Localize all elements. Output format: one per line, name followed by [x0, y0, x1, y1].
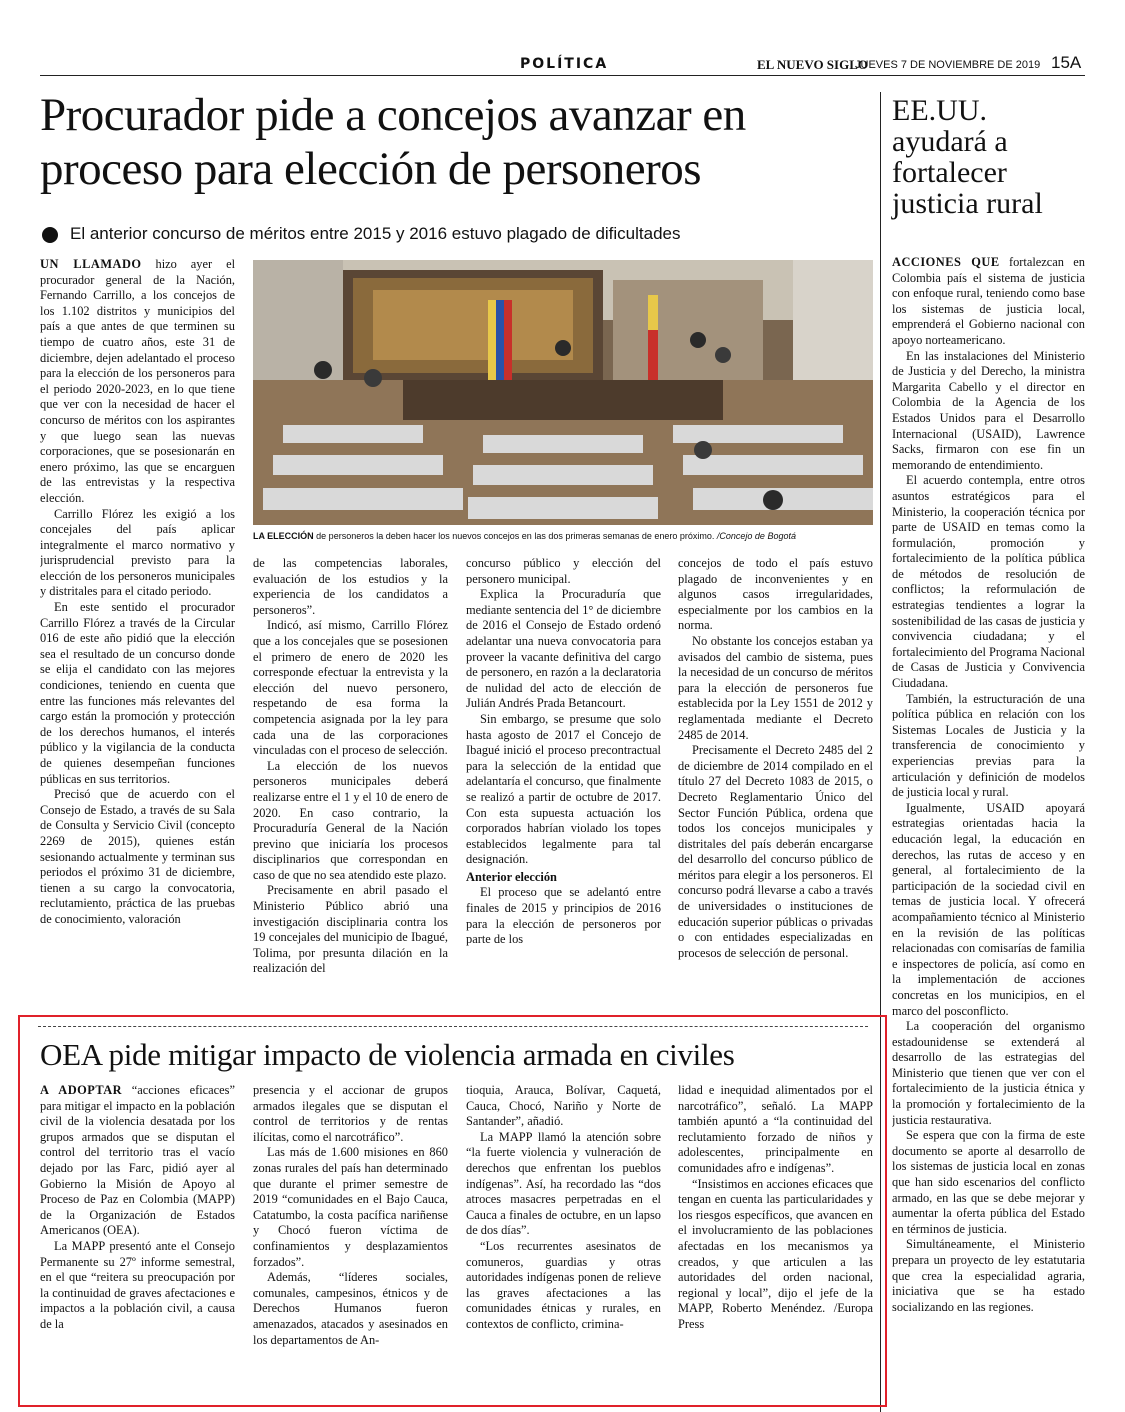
boxed-column-4	[678, 1083, 873, 1383]
subhead: Anterior elección	[466, 869, 557, 884]
newspaper-name: EL NUEVO SIGLO	[757, 57, 868, 72]
bullet-icon	[42, 227, 58, 243]
main-column-1	[40, 257, 235, 1007]
credit: /Europa Press	[678, 1301, 873, 1331]
header-rule	[40, 75, 1085, 76]
paragraph: presencia y el accionar de grupos armados ilegales que se disputan el control de territorios y de rentas ilícitas, como el narcotráfico”.	[253, 1083, 448, 1144]
issue-date: JUEVES 7 DE NOVIEMBRE DE 2019	[855, 59, 1041, 71]
paragraph: ACCIONES QUE fortalezcan en Colombia país el sistema de justicia con enfoque rural, teniendo como base los sistemas de justicia local, emprenderá el Gobierno nacional con apoyo norteamericano.	[892, 255, 1085, 347]
paragraph: Indicó, así mismo, Carrillo Flórez que a los concejales que se posesionen el primero de enero de 2020 les corresponde efectuar la entrevista y la elección del nuevo personero, respetando de esa forma la competencia asignada por la ley para cada una de las corporaciones vinculadas con el proceso de selección.	[253, 618, 448, 758]
lead-in: A ADOPTAR	[40, 1083, 123, 1097]
paragraph: Precisamente el Decreto 2485 del 2 de diciembre de 2014 compilado en el título 27 del Decreto 1083 de 2015, o Decreto Reglamentario Único del Sector Función Pública, ordena que todos los concejos municipales y distritales del país deberán encargarse del desarrollo del concurso público de méritos para elegir a los personeros. El concurso podrá llevarse a cabo a través de universidades o instituciones de educación superior públicas o privadas o con entidades especializadas en procesos de selección de personal.	[678, 743, 873, 960]
council-chamber-photo	[253, 260, 873, 525]
paragraph: No obstante los concejos estaban ya avisados del cambio de sistema, pues la necesidad de un concurso de méritos para la elección de personeros fue establecida por la Ley 1551 de 2012 y reglamentada mediante el Decreto 2485 de 2014.	[678, 633, 873, 742]
paragraph: En las instalaciones del Ministerio de Justicia y del Derecho, la ministra Margarita Cabello y el director en Colombia de la Agencia de los Estados Unidos para el Desarrollo Internacional (USAID), Lawrence Sacks, firmaron con ese fin un memorando de entendimiento.	[892, 348, 1085, 472]
paragraph: Sin embargo, se presume que solo hasta agosto de 2017 el Concejo de Ibagué inició el proceso precontractual para la selección de la entidad que adelantaría el concurso, que finalmente se realizó a partir de octubre de 2017. Con esta supuesta actuación los corporados habrían violado los topes establecidos legalmente para tal designación.	[466, 711, 661, 867]
boxed-headline: OEA pide mitigar impacto de violencia armada en civiles	[40, 1037, 735, 1072]
boxed-column-2	[253, 1083, 448, 1383]
paragraph: Explica la Procuraduría que mediante sentencia del 1° de diciembre de 2016 el Consejo de Estado ordenó adelantar una nueva convocatoria para proveer la vacante definitiva del cargo de personero, en razón a la declaratoria de nulidad del acto de elección de Julián Andrés Prada Betancourt.	[466, 587, 661, 711]
side-column	[892, 255, 1085, 1395]
page-number: 15A	[1051, 53, 1082, 72]
paragraph: Simultáneamente, el Ministerio prepara un proyecto de ley estatutaria que crea la especialidad agraria, iniciativa que se ha estado socializando en las regiones.	[892, 1237, 1085, 1314]
main-column-3	[466, 556, 661, 1007]
paragraph: tioquia, Arauca, Bolívar, Caquetá, Cauca, Chocó, Nariño y Norte de Santander”, añadió.	[466, 1083, 661, 1129]
side-headline: EE.UU. ayudará a fortalecer justicia rural	[892, 94, 1043, 220]
paragraph: concurso público y elección del personero municipal.	[466, 556, 661, 586]
main-column-4	[678, 556, 873, 1007]
paragraph: Igualmente, USAID apoyará estrategias orientadas hacia la educación legal, la educación en derechos, las rutas de acceso y en general, al fortalecimiento de la participación de la sociedad civil en temas de justicia local. Y ofrecerá acompañamiento técnico al Ministerio en la revisión de las políticas relacionadas con comisarías de familia e inspectores de policía, así como en la implementación de acciones concretas en los municipios, en el marco del posconflicto.	[892, 800, 1085, 1018]
paragraph: concejos de todo el país estuvo plagado de inconvenientes y en algunos casos irregularidades, especialmente por los cambios en la norma.	[678, 556, 873, 633]
main-headline: Procurador pide a concejos avanzar en proceso para elección de personeros	[40, 89, 746, 195]
dashed-rule	[38, 1026, 868, 1027]
photo-caption: LA ELECCIÓN de personeros la deben hacer los nuevos concejos en las dos primeras semanas de enero próximo. /Concejo de Bogotá	[253, 531, 796, 541]
paragraph: “Insistimos en acciones eficaces que tengan en cuenta las particularidades y los riesgos específicos, que avancen en el involucramiento de las poblaciones afectadas en los mecanismos ya creados, y que articulen a las autoridades del orden nacional, regional y local”, dijo el jefe de la MAPP, Roberto Menéndez. /Europa Press	[678, 1176, 873, 1331]
paragraph: El acuerdo contempla, entre otros asuntos estratégicos para el Ministerio, la cooperación técnica por parte de USAID en temas como la formulación, promoción y fortalecimiento de la política pública de métodos de resolución de conflictos; la reformulación de estrategias tendientes a lograr la sostenibilidad de las casas de justicia y convivencia ciudadana; y el fortalecimiento del Programa Nacional de Casas de Justicia y Convivencia Ciudadana.	[892, 473, 1085, 691]
boxed-column-3	[466, 1083, 661, 1383]
paragraph: Además, “líderes sociales, comunales, campesinos, étnicos y de Derechos Humanos fueron amenazados, atacados y asesinados en los departamentos de An-	[253, 1270, 448, 1347]
paragraph: A ADOPTAR “acciones eficaces” para mitigar el impacto en la población civil de la violencia desatada por los grupos armados que se disputan el control del territorio tras el vacío dejado por las Farc, pidió ayer al Gobierno la Misión de Apoyo al Proceso de Paz en Colombia (MAPP) de la Organización de Estados Americanos (OEA).	[40, 1083, 235, 1238]
section-label: POLÍTICA	[520, 56, 609, 72]
paragraph: También, la estructuración de una política pública en relación con los Sistemas Locales de Justicia y la transferencia de conocimiento y experiencias previas para la articulación y definición de modelos de justicia local y rural.	[892, 691, 1085, 800]
main-column-2	[253, 556, 448, 1007]
paragraph: UN LLAMADO hizo ayer el procurador general de la Nación, Fernando Carrillo, a los concejos de los 1.102 distritos y municipios del país a que antes de que terminen su tiempo de cuatro años, este 31 de diciembre, dejen adelantado el proceso para la elección de los personeros para el periodo 2020-2023, en lo que tiene que ver con la necesidad de hacer el concurso de méritos con los aspirantes y que luego sean las nuevas corporaciones, que se posesionarán en enero próximo, las que se encarguen de las entrevistas y la respectiva elección.	[40, 257, 235, 505]
paragraph: Las más de 1.600 misiones en 860 zonas rurales del país han determinado que durante el primer semestre de 2019 “comunidades en el Bajo Cauca, Catatumbo, la costa pacífica nariñense y Chocó fueron víctima de confinamientos y desplazamientos forzados”.	[253, 1145, 448, 1269]
paragraph: de las competencias laborales, evaluación de los estudios y la experiencia de los candidatos a personeros”.	[253, 556, 448, 617]
paragraph: “Los recurrentes asesinatos de comuneros, guardias y otras autoridades indígenas ponen de relieve las graves afectaciones a las comunidades étnicas y rurales, en contextos de conflicto, crimina-	[466, 1238, 661, 1331]
paragraph: La cooperación del organismo estadounidense se extenderá al desarrollo de las estrategias del Ministerio que tienen que ver con el fortalecimiento de la justicia étnica y la promoción y fortalecimiento de la justicia restaurativa.	[892, 1019, 1085, 1127]
paragraph: Precisó que de acuerdo con el Consejo de Estado, a través de su Sala de Consulta y Servicio Civil (concepto 2269 de 2015), quienes están sesionando actualmente y terminan sus periodos el próximo 31 de diciembre, tienen a su cargo la convocatoria, reclutamiento, práctica de las pruebas de conocimiento, valoración	[40, 787, 235, 926]
paragraph: lidad e inequidad alimentados por el narcotráfico”, señaló. La MAPP también apuntó a “la continuidad del reclutamiento forzado de niños y adolescentes, principalmente en comunidades afro e indígenas”.	[678, 1083, 873, 1175]
boxed-column-1	[40, 1083, 235, 1383]
paragraph: Se espera que con la firma de este documento se aporte al desarrollo de los sistemas de justicia local en zonas que han sido escenarios del conflicto armado, en las que se debe mejorar y aumentar la oferta pública del Estado en términos de justicia.	[892, 1128, 1085, 1236]
paragraph: Carrillo Flórez les exigió a los concejales del país aplicar integralmente el marco normativo y jurisprudencial previsto para la elección de los personeros municipales y distritales para el citado periodo.	[40, 506, 235, 599]
paragraph: La MAPP presentó ante el Consejo Permanente su 27º informe semestral, en el que “reitera su preocupación por la continuidad de graves afectaciones e impactos a la población civil, a causa de la	[40, 1238, 235, 1331]
paragraph: En este sentido el procurador Carrillo Flórez a través de la Circular 016 de este año pidió que la elección sea el resultado de un concurso donde se elija el candidato con las mejores condiciones, teniendo en cuenta que entre las funciones más relevantes del cargo están la promoción y protección de los derechos humanos, el interés público y la vigilancia de la conducta de quienes desempeñan funciones públicas en sus territorios.	[40, 600, 235, 786]
lead-in: ACCIONES QUE	[892, 255, 1000, 269]
main-subtitle: El anterior concurso de méritos entre 2015 y 2016 estuvo plagado de dificultades	[70, 224, 681, 243]
paragraph: La elección de los nuevos personeros municipales deberá realizarse entre el 1 y el 10 de enero de 2020. En caso contrario, la Procuraduría General de la Nación previno que iniciaría los procesos disciplinarios que correspondan en caso de que no sea atendido este plazo.	[253, 758, 448, 882]
paragraph: Precisamente en abril pasado el Ministerio Público abrió una investigación disciplinaria contra los 19 concejales del municipio de Ibagué, Tolima, por presunta dilación en la realización del	[253, 883, 448, 976]
paragraph: La MAPP llamó la atención sobre “la fuerte violencia y vulneración de derechos que enfrentan los pueblos indígenas”. Así, ha recordado las “dos atroces masacres perpetradas en el Cauca a finales de octubre, en un lapso de dos días”.	[466, 1129, 661, 1238]
paragraph: El proceso que se adelantó entre finales de 2015 y principios de 2016 para la elección de personeros por parte de los	[466, 885, 661, 947]
lead-in: UN LLAMADO	[40, 257, 142, 271]
